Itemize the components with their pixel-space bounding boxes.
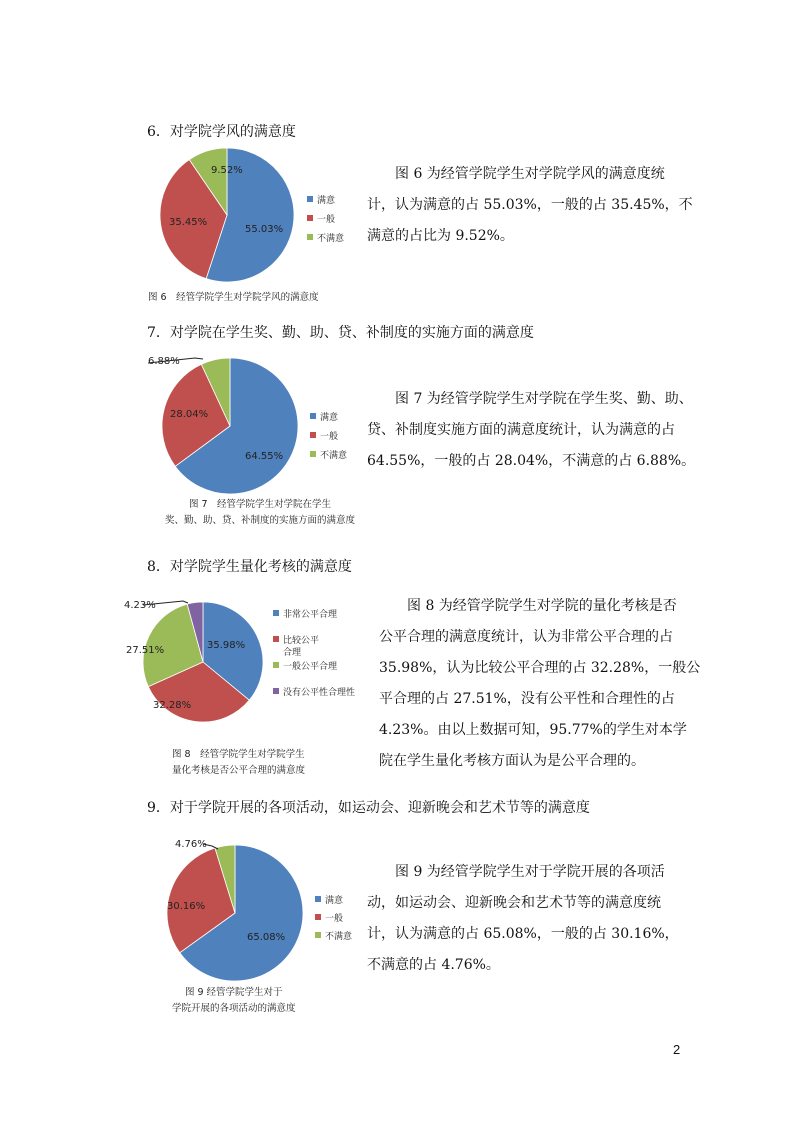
figure-caption [172,747,305,779]
legend-swatch [310,413,316,419]
legend-swatch [307,215,313,221]
legend-label: 不满意 [325,932,353,942]
pie-chart [147,350,377,500]
figure-caption [165,497,355,529]
legend-swatch [315,896,321,902]
data-label: 30.16% [167,901,206,912]
caption-line: 图 9 经管学院学生对于 [184,987,283,998]
legend-label: 满意 [317,196,336,206]
pie-chart [147,140,377,290]
legend-swatch [307,234,313,240]
paragraph-line: 平合理的占 27.51%，没有公平性和合理性的占 [379,691,675,707]
caption-line: 量化考核是否公平合理的满意度 [172,765,306,776]
paragraph-line: 图 6 为经管学院学生对学院学风的满意度统 [395,166,665,182]
legend-swatch [315,932,321,938]
legend-swatch [273,636,279,642]
section-heading: 6．对学院学风的满意度 [147,124,296,140]
caption-line: 图 8 经管学院学生对学院学生 [172,749,305,760]
caption-line: 奖、勤、助、贷、补制度的实施方面的满意度 [165,515,356,526]
figure-caption [172,985,296,1017]
legend-swatch [273,610,279,616]
legend-label: 一般公平合理 [283,662,338,672]
legend-swatch [310,451,316,457]
body-paragraph [367,384,696,477]
section-heading: 8．对学院学生量化考核的满意度 [147,559,352,575]
data-label: 65.08% [247,932,286,943]
legend-swatch [307,196,313,202]
paragraph-line: 计，认为满意的占 65.08%，一般的占 30.16%， [367,926,679,942]
figure-caption [148,290,319,306]
section-heading: 7．对学院在学生奖、勤、助、贷、补制度的实施方面的满意度 [147,325,534,341]
data-label: 9.52% [211,165,243,176]
paragraph-line: 4.23%。由以上数据可知，95.77%的学生对本学 [379,722,687,738]
page-number: 2 [673,1042,681,1057]
section-heading: 9．对于学院开展的各项活动，如运动会、迎新晚会和艺术节等的满意度 [147,800,590,816]
pie-chart [123,592,373,732]
legend-label: 不满意 [317,234,345,244]
data-label: 6.88% [148,356,180,367]
data-label: 4.76% [175,839,207,850]
paragraph-line: 公平合理的满意度统计，认为非常公平合理的占 [379,629,673,645]
data-label: 32.28% [153,700,192,711]
legend-label: 没有公平性合理性 [283,688,356,698]
caption-line: 图 7 经管学院学生对学院在学生 [188,499,332,510]
pie-svg [147,140,377,290]
pie-chart [147,836,377,986]
legend-swatch [310,432,316,438]
paragraph-line: 35.98%，认为比较公平合理的占 32.28%，一般公 [379,660,701,676]
legend-label: 满意 [325,896,344,906]
data-label: 4.23% [124,600,156,611]
legend-label: 比较公平合理 [283,636,320,658]
body-paragraph [379,591,701,777]
legend-label: 一般 [317,215,336,225]
paragraph-line: 计，认为满意的占 55.03%，一般的占 35.45%，不 [367,197,693,213]
paragraph-line: 图 7 为经管学院学生对学院在学生奖、勤、助、 [395,391,693,407]
legend-label: 一般 [325,914,344,924]
paragraph-line: 动，如运动会、迎新晚会和艺术节等的满意度统 [367,895,661,911]
caption-line: 图 6 经管学院学生对学院学风的满意度 [148,292,319,303]
pie-svg [147,350,377,500]
legend-swatch [273,662,279,668]
body-paragraph [367,159,693,252]
legend-swatch [315,914,321,920]
pie-svg [123,592,373,732]
legend-swatch [273,688,279,694]
paragraph-line: 图 8 为经管学院学生对学院的量化考核是否 [407,598,677,614]
data-label: 35.98% [207,640,246,651]
paragraph-line: 院在学生量化考核方面认为是公平合理的。 [379,753,645,769]
legend-label: 满意 [320,413,339,423]
data-label: 28.04% [170,409,209,420]
pie-svg [147,836,377,986]
legend-label: 一般 [320,432,339,442]
body-paragraph [367,857,679,981]
data-label: 64.55% [245,451,284,462]
data-label: 27.51% [126,645,165,656]
paragraph-line: 满意的占比为 9.52%。 [367,228,514,244]
data-label: 55.03% [245,224,284,235]
paragraph-line: 贷、补制度实施方面的满意度统计，认为满意的占 [367,422,675,438]
paragraph-line: 64.55%，一般的占 28.04%，不满意的占 6.88%。 [367,453,696,469]
data-label: 35.45% [169,217,208,228]
paragraph-line: 不满意的占 4.76%。 [367,957,500,973]
paragraph-line: 图 9 为经管学院学生对于学院开展的各项活 [395,864,665,880]
legend-label: 非常公平合理 [283,610,338,620]
legend-label: 不满意 [320,451,348,461]
caption-line: 学院开展的各项活动的满意度 [172,1003,296,1014]
